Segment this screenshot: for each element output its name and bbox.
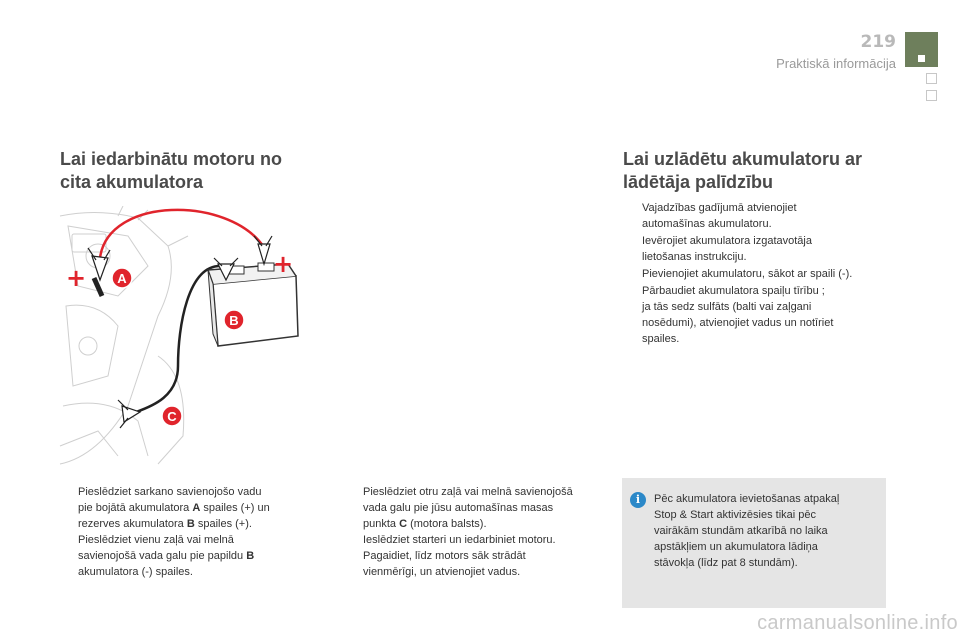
list-item: Pagaidiet, līdz motors sāk strādāt vienmērīgi, un atvienojiet vadus.	[363, 550, 526, 578]
chapter-tab-active	[905, 32, 938, 67]
list-item: Pārbaudiet akumulatora spaiļu tīrību ; ja tās sedz sulfāts (balti vai zaļgani nosēdumi), atvienojiet vadus un notīriet spailes.	[642, 285, 834, 345]
charging-steps	[624, 200, 894, 347]
left-heading-line2: cita akumulatora	[60, 172, 204, 192]
label-a: A	[117, 271, 127, 286]
chapter-tab-empty	[926, 90, 937, 101]
list-item: Ieslēdziet starteri un iedarbiniet motoru.	[363, 534, 556, 546]
label-b: B	[229, 313, 239, 328]
info-box	[622, 478, 886, 608]
label-b-badge	[224, 310, 244, 330]
right-heading	[623, 148, 903, 194]
list-item: Pieslēdziet sarkano savienojošo vadu pie bojātā akumulatora A spailes (+) un rezerves akumulatora B spailes (+).	[78, 486, 270, 530]
info-text: Pēc akumulatora ievietošanas atpakaļ Stop & Start aktivizēsies tikai pēc vairākām stundām atkarībā no laika apstākļiem un akumulatora lādiņa stāvokļa (līdz pat 8 stundām).	[654, 493, 840, 569]
left-heading	[60, 148, 350, 194]
right-heading-line2: lādētāja palīdzību	[623, 172, 774, 192]
chapter-tab-empty	[926, 73, 937, 84]
label-a-badge	[112, 268, 132, 288]
black-cable	[136, 266, 220, 412]
clamp-red-booster	[254, 236, 272, 264]
jump-start-steps-part2	[345, 484, 605, 580]
list-item: Pieslēdziet vienu zaļā vai melnā savienojošā vada galu pie papildu B akumulatora (-) spailes.	[78, 534, 255, 578]
jump-start-illustration	[58, 206, 304, 468]
list-item: Ievērojiet akumulatora izgatavotāja lietošanas instrukciju.	[642, 235, 812, 263]
left-heading-line1: Lai iedarbinātu motoru no	[60, 149, 283, 169]
jump-start-steps-part1	[60, 484, 310, 580]
plus-sign-booster: +	[273, 250, 294, 278]
watermark: carmanualsonline.info	[757, 612, 958, 634]
plus-sign-vehicle: +	[66, 264, 87, 292]
page-number: 219	[860, 32, 896, 52]
red-cable	[100, 210, 263, 258]
label-c: C	[167, 409, 177, 424]
list-item: Pievienojiet akumulatoru, sākot ar spaili (-).	[642, 268, 853, 280]
chapter-tab-marker	[918, 55, 925, 62]
section-title: Praktiskā informācija	[776, 56, 896, 71]
label-c-badge	[162, 406, 182, 426]
list-item: Pieslēdziet otru zaļā vai melnā savienojošā vada galu pie jūsu automašīnas masas punkta C (motora balsts).	[363, 486, 573, 530]
right-heading-line1: Lai uzlādētu akumulatoru ar	[623, 149, 863, 169]
list-item: Vajadzības gadījumā atvienojiet automašīnas akumulatoru.	[642, 202, 797, 230]
clamp-red-vehicle	[88, 248, 110, 296]
info-icon: i	[630, 492, 646, 508]
